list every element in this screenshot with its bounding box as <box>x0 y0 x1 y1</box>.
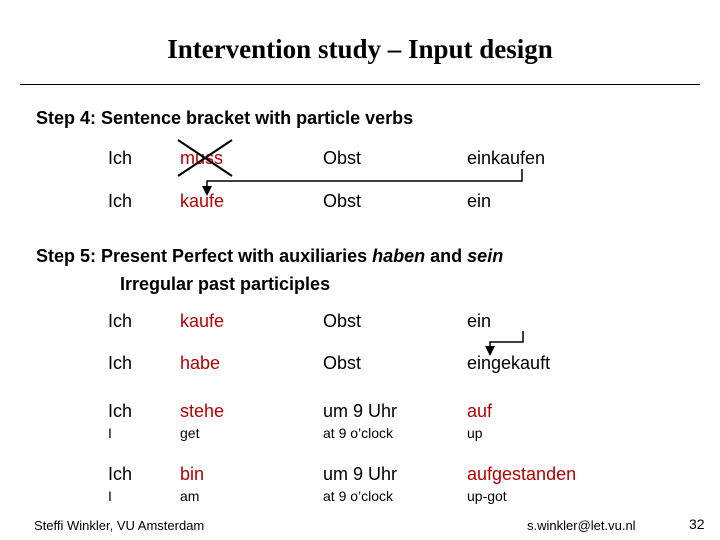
slide-title: Intervention study – Input design <box>167 34 553 64</box>
step5-row2-aux: habe <box>180 353 221 373</box>
step5-row4-gloss-subject: I <box>108 488 112 504</box>
step5-row3-verb: stehe <box>180 401 225 421</box>
step5-row4-aux: bin <box>180 464 205 484</box>
step5-row4-gloss-participle: up-got <box>467 488 507 504</box>
step4-row2-object: Obst <box>323 191 362 211</box>
step5-row4-gloss-time: at 9 o’clock <box>323 488 394 504</box>
step4-heading: Step 4: Sentence bracket with particle verbs <box>36 108 414 128</box>
step4-arrow-icon <box>207 169 522 191</box>
step4-row2-subject: Ich <box>108 191 133 211</box>
step5-heading-line2: Irregular past participles <box>120 274 331 294</box>
footer-email: s.winkler@let.vu.nl <box>527 518 636 533</box>
step5-row1-object: Obst <box>323 311 362 331</box>
step5-heading-sein: sein <box>467 246 504 266</box>
strike-cross-icon <box>178 140 232 176</box>
step5-row3-particle: auf <box>467 401 493 421</box>
step5-row3-gloss-verb: get <box>180 425 200 441</box>
step5-row3-gloss-subject: I <box>108 425 112 441</box>
step5-row1-subject: Ich <box>108 311 133 331</box>
step5-heading-prefix: Step 5: Present Perfect with auxiliaries <box>36 246 373 266</box>
step5-arrow-icon <box>490 331 523 351</box>
step5-row4-participle: aufgestanden <box>467 464 577 484</box>
step4-row1-verb: muss <box>180 148 224 168</box>
step5-row3-subject: Ich <box>108 401 133 421</box>
step4-row1-particle-verb: einkaufen <box>467 148 546 168</box>
page-number: 32 <box>689 516 705 532</box>
step5-row2-object: Obst <box>323 353 362 373</box>
step5-row3-gloss-time: at 9 o’clock <box>323 425 394 441</box>
step5-row1-verb: kaufe <box>180 311 225 331</box>
step5-row4-time: um 9 Uhr <box>323 464 398 484</box>
step4-row1-subject: Ich <box>108 148 133 168</box>
step5-row3-time: um 9 Uhr <box>323 401 398 421</box>
step4-row2-verb: kaufe <box>180 191 225 211</box>
step5-row2-participle: eingekauft <box>467 353 551 373</box>
step4-row2-particle: ein <box>467 191 492 211</box>
step5-row3-gloss-particle: up <box>467 425 483 441</box>
step5-heading-haben: haben <box>372 246 426 266</box>
step5-row1-particle: ein <box>467 311 492 331</box>
step5-row4-subject: Ich <box>108 464 133 484</box>
step5-row4-gloss-aux: am <box>180 488 200 504</box>
footer-author: Steffi Winkler, VU Amsterdam <box>34 518 205 533</box>
step5-row2-subject: Ich <box>108 353 133 373</box>
step5-heading-and: and <box>425 246 468 266</box>
step4-row1-object: Obst <box>323 148 362 168</box>
